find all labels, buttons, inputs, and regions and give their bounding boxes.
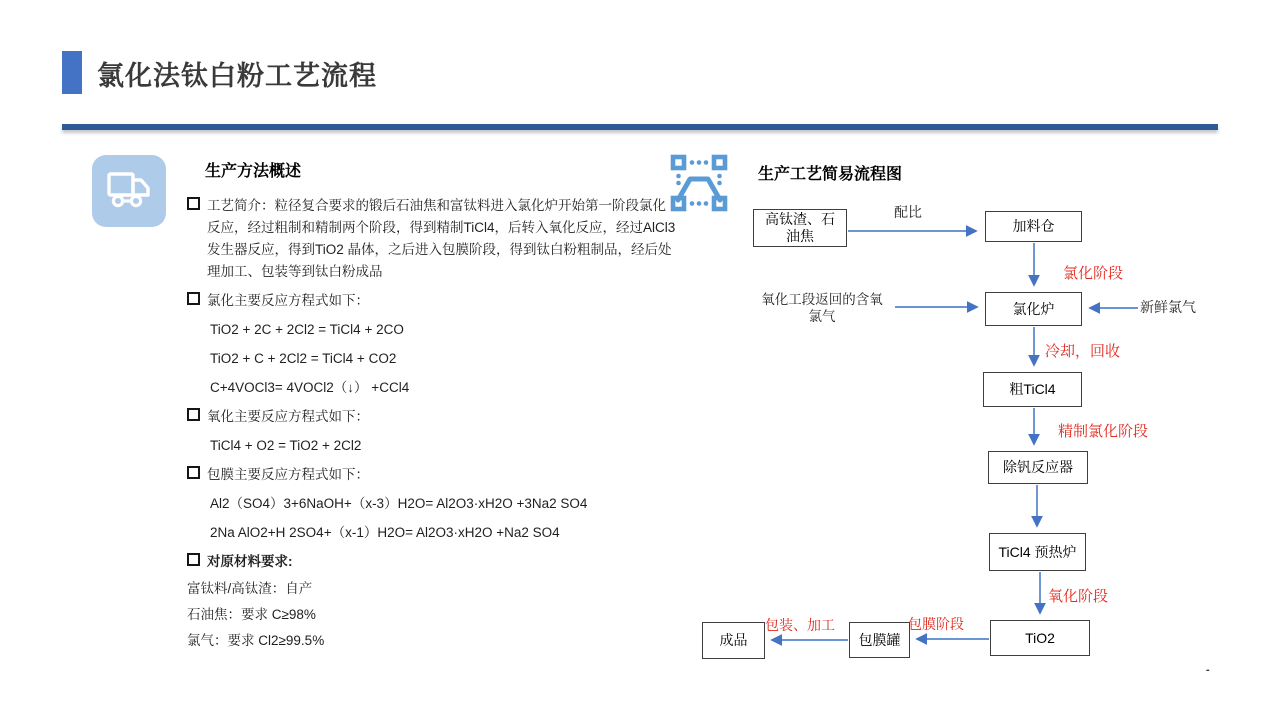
flow-node-crude-ticl4: 粗TiCl4 <box>983 372 1082 407</box>
label-oxidation-stage: 氧化阶段 <box>1048 588 1109 605</box>
equation-chlorination-1: TiO2 + 2C + 2Cl2 = TiCl4 + 2CO <box>210 322 404 337</box>
left-section-heading: 生产方法概述 <box>205 163 302 180</box>
label-ratio: 配比 <box>894 204 922 220</box>
label-chlorination-stage: 氯化阶段 <box>1063 265 1124 282</box>
requirement-chlorine: 氯气：要求 Cl2≥99.5% <box>187 633 325 648</box>
equation-coating-2: 2Na AlO2+H 2SO4+（x-1）H2O= Al2O3·xH2O +Na2 SO4 <box>210 525 560 540</box>
bullet-oxidation-equations <box>187 406 679 428</box>
square-bullet-icon <box>187 553 200 566</box>
equation-oxidation-1: TiCl4 + O2 = TiO2 + 2Cl2 <box>210 438 362 453</box>
production-method-section <box>187 158 679 651</box>
bullet-oxidation-text: 氧化主要反应方程式如下： <box>207 409 369 424</box>
flow-node-chlorination-furnace: 氯化炉 <box>985 292 1082 326</box>
flow-node-tio2: TiO2 <box>990 620 1090 656</box>
bullet-chlorination-equations <box>187 290 679 312</box>
title-accent-bar <box>62 51 82 94</box>
stray-dash-mark: - <box>1206 664 1210 676</box>
bullet-chlorination-text: 氯化主要反应方程式如下： <box>207 293 369 308</box>
bullet-coating-equations <box>187 464 679 486</box>
square-bullet-icon <box>187 292 200 305</box>
equation-chlorination-3: C+4VOCl3= 4VOCl2（↓） +CCl4 <box>210 380 410 395</box>
flow-diagram-icon <box>668 152 730 214</box>
title-divider-line <box>62 124 1218 130</box>
right-section-heading: 生产工艺简易流程图 <box>758 166 903 183</box>
flow-diagram-icon-glyph <box>668 152 730 214</box>
flow-node-finished-product: 成品 <box>702 622 765 659</box>
flow-node-feedstock: 高钛渣、石油焦 <box>753 209 847 247</box>
flow-node-ticl4-preheater: TiCl4 预热炉 <box>989 533 1086 571</box>
truck-icon <box>92 155 166 227</box>
equation-chlorination-2: TiO2 + C + 2Cl2 = TiCl4 + CO2 <box>210 351 397 366</box>
flow-node-feed-hopper: 加料仓 <box>985 211 1082 242</box>
bullet-process-intro <box>187 195 679 283</box>
bullet-process-intro-text: 工艺简介：粒径复合要求的锻后石油焦和富钛料进入氯化炉开始第一阶段氯化反应，经过粗制和精制两个阶段，得到精制TiCl4，后转入氧化反应，经过AlCl3 发生器反应，得到TiO2 晶体，之后进入包膜阶段，得到钛白粉粗制品，经后处理加工、包装等到钛白粉成品 <box>207 198 676 279</box>
square-bullet-icon <box>187 466 200 479</box>
label-returned-oxygen-chlorine: 氧化工段返回的含氧氯气 <box>761 292 883 324</box>
truck-icon-glyph <box>103 167 155 215</box>
requirement-titanium-feed: 富钛料/高钛渣：自产 <box>187 581 313 596</box>
bullet-raw-material-requirements <box>187 551 679 573</box>
flow-node-coating-tank: 包膜罐 <box>849 622 910 658</box>
bullet-coating-text: 包膜主要反应方程式如下： <box>207 467 369 482</box>
label-refined-chlorination-stage: 精制氯化阶段 <box>1058 423 1149 440</box>
label-fresh-chlorine: 新鲜氯气 <box>1140 299 1196 315</box>
requirement-petroleum-coke: 石油焦：要求 C≥98% <box>187 607 316 622</box>
flow-node-vanadium-removal-reactor: 除钒反应器 <box>988 451 1088 484</box>
label-coating-stage: 包膜阶段 <box>908 616 964 632</box>
square-bullet-icon <box>187 197 200 210</box>
page-title: 氯化法钛白粉工艺流程 <box>97 61 377 91</box>
equation-coating-1: Al2（SO4）3+6NaOH+（x-3）H2O= Al2O3·xH2O +3Na2 SO4 <box>210 496 588 511</box>
bullet-raw-material-text: 对原材料要求: <box>207 554 293 569</box>
label-cooling-recovery: 冷却，回收 <box>1045 343 1121 360</box>
label-packaging-processing: 包装、加工 <box>765 617 835 633</box>
square-bullet-icon <box>187 408 200 421</box>
